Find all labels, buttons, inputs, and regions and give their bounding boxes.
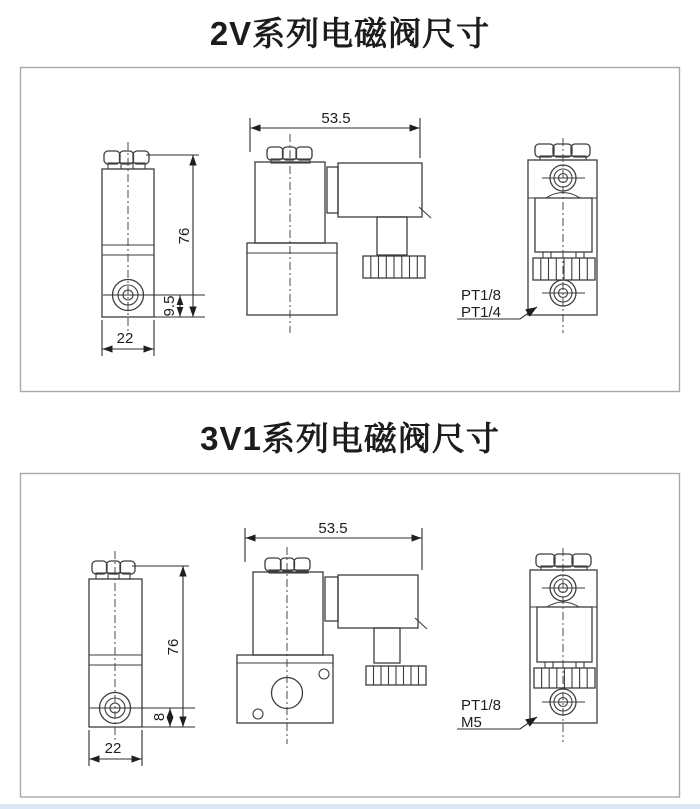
top-nut — [92, 561, 135, 579]
bottom-strip — [0, 804, 700, 809]
2v-side-view — [247, 110, 431, 333]
dim-width-53-5 — [245, 520, 422, 570]
dim-port-offset-8 — [151, 708, 173, 727]
manifold-base — [237, 655, 333, 723]
ribbed-section — [533, 258, 595, 280]
dim-width-53-5 — [250, 110, 420, 158]
2v-end-view — [457, 138, 597, 333]
3v1-diagram — [21, 474, 680, 798]
coil-body — [253, 572, 323, 655]
port-label-2: PT1/4 — [461, 304, 502, 321]
svg-text:76: 76 — [176, 227, 193, 245]
bottom-port-circle — [542, 280, 585, 306]
svg-text:8: 8 — [151, 712, 168, 722]
svg-text:9.5: 9.5 — [161, 295, 178, 317]
port-callout — [457, 287, 537, 321]
top-nut — [535, 144, 590, 160]
port-label-2: M5 — [461, 714, 482, 731]
section-title-2v: 2V系列电磁阀尺寸 — [209, 15, 491, 52]
port-label-1: PT1/8 — [461, 697, 502, 714]
3v1-side-view — [237, 520, 427, 744]
top-nut — [536, 554, 591, 570]
section-title-3v1: 3V1系列电磁阀尺寸 — [200, 420, 500, 457]
top-port-circle — [542, 575, 585, 601]
dim-height-76 — [165, 566, 187, 727]
2v-diagram — [21, 68, 680, 392]
svg-text:76: 76 — [165, 638, 182, 656]
svg-text:53.5: 53.5 — [318, 520, 348, 537]
2v-front-view — [102, 142, 205, 356]
dim-width-22 — [89, 730, 142, 766]
bottom-port-circle — [542, 689, 585, 715]
cable-gland — [363, 256, 425, 278]
svg-text:53.5: 53.5 — [321, 110, 351, 127]
din-connector — [325, 575, 427, 685]
port-label-1: PT1/8 — [461, 287, 502, 304]
3v1-front-view — [89, 551, 195, 766]
ribbed-section — [534, 668, 595, 688]
base-small-hole-bottom — [253, 709, 263, 719]
dim-port-offset-9-5 — [161, 295, 183, 317]
coil-side — [537, 607, 592, 662]
3v1-end-view — [457, 548, 597, 742]
valve-base — [247, 243, 337, 315]
dim-height-76 — [176, 155, 197, 317]
top-port-circle — [542, 165, 585, 191]
svg-text:22: 22 — [104, 740, 122, 757]
base-small-hole-top — [319, 669, 329, 679]
din-connector — [327, 163, 431, 278]
top-nut — [104, 151, 149, 169]
svg-text:22: 22 — [116, 330, 134, 347]
port-callout — [457, 697, 537, 731]
cable-gland — [366, 666, 426, 685]
